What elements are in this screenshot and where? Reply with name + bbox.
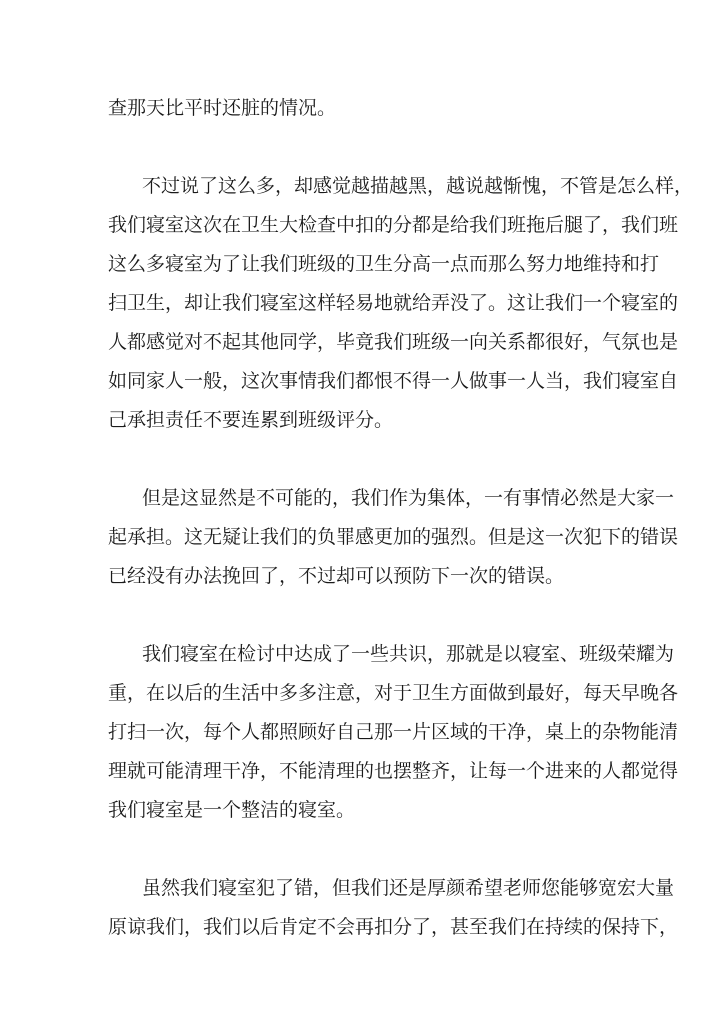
paragraph xyxy=(108,167,694,440)
text-line: 理就可能清理干净，不能清理的也摆整齐，让每一个进来的人都觉得 xyxy=(108,760,679,782)
text-line: 查那天比平时还脏的情况。 xyxy=(108,97,337,119)
text-line: 重，在以后的生活中多多注意，对于卫生方面做到最好，每天早晚各 xyxy=(108,682,679,704)
text-line: 己承担责任不要连累到班级评分。 xyxy=(108,409,394,431)
text-line: 我们寝室是一个整洁的寝室。 xyxy=(108,799,356,821)
text-line: 起承担。这无疑让我们的负罪感更加的强烈。但是这一次犯下的错误 xyxy=(108,526,679,548)
text-line: 这么多寝室为了让我们班级的卫生分高一点而那么努力地维持和打 xyxy=(108,253,660,275)
paragraph xyxy=(108,479,679,596)
text-line: 原谅我们，我们以后肯定不会再扣分了，甚至我们在持续的保持下， xyxy=(108,916,679,938)
text-line: 已经没有办法挽回了，不过却可以预防下一次的错误。 xyxy=(108,565,565,587)
text-line: 人都感觉对不起其他同学，毕竟我们班级一向关系都很好，气氛也是 xyxy=(108,331,679,353)
text-line: 但是这显然是不可能的，我们作为集体，一有事情必然是大家一 xyxy=(142,487,675,509)
text-line: 打扫一次，每个人都照顾好自己那一片区域的干净，桌上的杂物能清 xyxy=(108,721,679,743)
text-line: 如同家人一般，这次事情我们都恨不得一人做事一人当，我们寝室自 xyxy=(108,370,679,392)
text-line: 虽然我们寝室犯了错，但我们还是厚颜希望老师您能够宽宏大量 xyxy=(142,877,675,899)
text-line: 我们寝室这次在卫生大检查中扣的分都是给我们班拖后腿了，我们班 xyxy=(108,214,679,236)
paragraph xyxy=(108,89,613,128)
paragraph xyxy=(108,869,679,947)
text-line: 扫卫生，却让我们寝室这样轻易地就给弄没了。这让我们一个寝室的 xyxy=(108,292,679,314)
text-line: 不过说了这么多，却感觉越描越黑，越说越惭愧，不管是怎么样， xyxy=(142,175,694,197)
document-page xyxy=(108,89,694,986)
text-line: 我们寝室在检讨中达成了一些共识，那就是以寝室、班级荣耀为 xyxy=(142,643,675,665)
paragraph xyxy=(108,635,679,830)
